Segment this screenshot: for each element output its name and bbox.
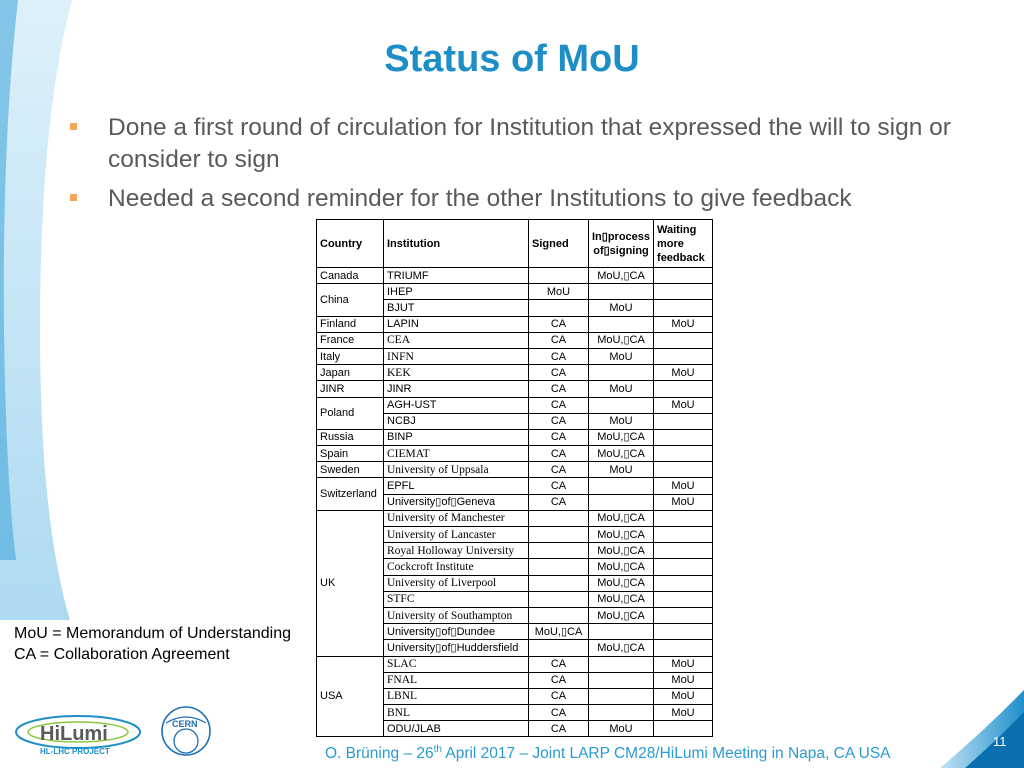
cell-in-process: MoU,▯CA (589, 591, 654, 607)
cell-signed (529, 640, 589, 656)
cell-signed (529, 510, 589, 526)
table-row (317, 348, 713, 364)
cell-in-process (589, 365, 654, 381)
cell-signed: CA (529, 429, 589, 445)
cell-institution: CEA (384, 332, 529, 348)
cell-in-process: MoU,▯CA (589, 559, 654, 575)
cell-institution: FNAL (384, 672, 529, 688)
bullet-item (70, 112, 970, 176)
footer-sup: th (433, 744, 442, 755)
table-row (317, 478, 713, 494)
header-in-process-line2: of▯signing (593, 244, 649, 257)
cell-institution: IHEP (384, 284, 529, 300)
cell-signed (529, 300, 589, 316)
mou-status-table (316, 219, 713, 737)
cell-signed: MoU,▯CA (529, 624, 589, 640)
cell-waiting (654, 413, 713, 429)
cell-in-process (589, 624, 654, 640)
cell-in-process: MoU (589, 381, 654, 397)
cell-institution: BJUT (384, 300, 529, 316)
table-header-row (317, 220, 713, 268)
cell-signed (529, 543, 589, 559)
table-row (317, 397, 713, 413)
cell-institution: BNL (384, 705, 529, 721)
cell-waiting (654, 721, 713, 737)
header-institution: Institution (384, 220, 529, 268)
header-waiting-line3: feedback (657, 251, 705, 264)
cell-waiting: MoU (654, 494, 713, 510)
cell-in-process: MoU,▯CA (589, 527, 654, 543)
cell-institution: University▯of▯Geneva (384, 494, 529, 510)
cell-waiting (654, 543, 713, 559)
cell-waiting (654, 640, 713, 656)
cell-signed (529, 527, 589, 543)
cell-in-process: MoU (589, 721, 654, 737)
cell-waiting (654, 575, 713, 591)
bullet-list (70, 112, 970, 222)
header-waiting-line2: more (657, 237, 684, 250)
header-signed: Signed (529, 220, 589, 268)
table-row (317, 268, 713, 284)
cell-waiting (654, 300, 713, 316)
cell-signed: CA (529, 397, 589, 413)
cell-in-process: MoU (589, 348, 654, 364)
cell-institution: Royal Holloway University (384, 543, 529, 559)
cell-in-process (589, 688, 654, 704)
table-row (317, 656, 713, 672)
table-row (317, 429, 713, 445)
cell-institution: JINR (384, 381, 529, 397)
cell-country: Canada (317, 268, 384, 284)
cell-waiting (654, 607, 713, 623)
cell-in-process: MoU,▯CA (589, 543, 654, 559)
cell-signed: CA (529, 494, 589, 510)
cell-in-process: MoU (589, 462, 654, 478)
cell-signed: CA (529, 348, 589, 364)
cell-institution: EPFL (384, 478, 529, 494)
cell-signed (529, 575, 589, 591)
cell-signed: CA (529, 332, 589, 348)
cell-in-process: MoU,▯CA (589, 446, 654, 462)
cell-waiting: MoU (654, 365, 713, 381)
page-number: 11 (993, 734, 1007, 749)
cell-institution: STFC (384, 591, 529, 607)
cell-institution: Cockcroft Institute (384, 559, 529, 575)
cell-waiting (654, 268, 713, 284)
cell-country: Switzerland (317, 478, 384, 510)
cell-in-process (589, 478, 654, 494)
cell-signed (529, 607, 589, 623)
footer-suffix: April 2017 – Joint LARP CM28/HiLumi Meeting in Napa, CA USA (441, 745, 891, 763)
slide-title: Status of MoU (384, 38, 640, 80)
cell-waiting (654, 591, 713, 607)
cell-institution: University of Lancaster (384, 527, 529, 543)
cell-institution: University▯of▯Huddersfield (384, 640, 529, 656)
table-row (317, 510, 713, 526)
cell-signed: CA (529, 316, 589, 332)
cern-logo-text: CERN (172, 719, 198, 729)
table-body (317, 268, 713, 737)
cell-institution: University▯of▯Dundee (384, 624, 529, 640)
bullet-text: Needed a second reminder for the other Institutions to give feedback (108, 185, 852, 212)
hilumi-logo-subtext: HL-LHC PROJECT (40, 747, 110, 756)
cell-country: France (317, 332, 384, 348)
cell-in-process: MoU,▯CA (589, 268, 654, 284)
cell-country: USA (317, 656, 384, 737)
table-row (317, 332, 713, 348)
legend-mou: MoU = Memorandum of Understanding (14, 625, 292, 642)
cell-in-process (589, 656, 654, 672)
cell-in-process: MoU,▯CA (589, 429, 654, 445)
cell-institution: LAPIN (384, 316, 529, 332)
cell-waiting (654, 527, 713, 543)
cell-institution: LBNL (384, 688, 529, 704)
bullet-marker-icon (70, 194, 77, 201)
cell-signed: MoU (529, 284, 589, 300)
cell-in-process (589, 705, 654, 721)
cell-signed: CA (529, 705, 589, 721)
cell-institution: SLAC (384, 656, 529, 672)
cell-waiting (654, 332, 713, 348)
cell-institution: ODU/JLAB (384, 721, 529, 737)
cell-waiting (654, 348, 713, 364)
table-row (317, 365, 713, 381)
cell-signed: CA (529, 478, 589, 494)
header-waiting (654, 220, 713, 268)
cell-in-process: MoU (589, 413, 654, 429)
cell-signed: CA (529, 672, 589, 688)
cell-institution: AGH-UST (384, 397, 529, 413)
cell-in-process: MoU,▯CA (589, 607, 654, 623)
header-in-process-line1: In▯process (592, 230, 651, 243)
cell-country: Sweden (317, 462, 384, 478)
cell-waiting: MoU (654, 316, 713, 332)
cell-institution: CIEMAT (384, 446, 529, 462)
cell-signed: CA (529, 413, 589, 429)
cell-country: China (317, 284, 384, 316)
cell-in-process (589, 397, 654, 413)
cell-waiting (654, 446, 713, 462)
cell-waiting: MoU (654, 705, 713, 721)
hilumi-logo-text: HiLumi (40, 723, 108, 745)
table-row (317, 446, 713, 462)
cell-signed: CA (529, 656, 589, 672)
cell-in-process: MoU (589, 300, 654, 316)
header-in-process (589, 220, 654, 268)
cell-waiting (654, 559, 713, 575)
footer-prefix: O. Brüning – 26 (325, 745, 434, 763)
cell-in-process: MoU,▯CA (589, 640, 654, 656)
legend (14, 623, 291, 665)
cell-country: Italy (317, 348, 384, 364)
cell-country: Finland (317, 316, 384, 332)
cell-country: JINR (317, 381, 384, 397)
cell-waiting (654, 381, 713, 397)
cell-signed: CA (529, 381, 589, 397)
cern-logo (160, 703, 212, 759)
bullet-marker-icon (70, 123, 77, 130)
cell-institution: University of Southampton (384, 607, 529, 623)
cell-country: UK (317, 510, 384, 656)
cell-country: Spain (317, 446, 384, 462)
bullet-item (70, 183, 970, 215)
cell-signed: CA (529, 446, 589, 462)
cell-country: Russia (317, 429, 384, 445)
cell-in-process (589, 316, 654, 332)
cell-institution: BINP (384, 429, 529, 445)
cell-institution: University of Uppsala (384, 462, 529, 478)
cell-waiting: MoU (654, 478, 713, 494)
cell-institution: University of Liverpool (384, 575, 529, 591)
cell-in-process: MoU,▯CA (589, 332, 654, 348)
header-waiting-line1: Waiting (657, 223, 697, 236)
cell-in-process: MoU,▯CA (589, 510, 654, 526)
legend-ca: CA = Collaboration Agreement (14, 646, 230, 663)
table-row (317, 462, 713, 478)
header-country: Country (317, 220, 384, 268)
bullet-text: Done a first round of circulation for Institution that expressed the will to sign or consider to sign (108, 114, 951, 173)
cell-institution: INFN (384, 348, 529, 364)
cell-waiting: MoU (654, 688, 713, 704)
cell-signed (529, 559, 589, 575)
table-row (317, 381, 713, 397)
cell-waiting: MoU (654, 672, 713, 688)
cell-country: Poland (317, 397, 384, 429)
cell-waiting (654, 462, 713, 478)
cell-signed: CA (529, 721, 589, 737)
cell-in-process: MoU,▯CA (589, 575, 654, 591)
cell-in-process (589, 284, 654, 300)
cell-country: Japan (317, 365, 384, 381)
cell-in-process (589, 494, 654, 510)
table-row (317, 284, 713, 300)
cell-waiting: MoU (654, 397, 713, 413)
cell-signed: CA (529, 365, 589, 381)
cell-institution: University of Manchester (384, 510, 529, 526)
cell-waiting: MoU (654, 656, 713, 672)
cell-institution: NCBJ (384, 413, 529, 429)
cell-signed (529, 268, 589, 284)
cell-signed: CA (529, 688, 589, 704)
cell-waiting (654, 284, 713, 300)
table-row (317, 316, 713, 332)
cell-waiting (654, 429, 713, 445)
cell-signed: CA (529, 462, 589, 478)
cell-institution: KEK (384, 365, 529, 381)
hilumi-logo (10, 710, 145, 760)
cell-signed (529, 591, 589, 607)
cell-waiting (654, 624, 713, 640)
cell-in-process (589, 672, 654, 688)
cell-waiting (654, 510, 713, 526)
cell-institution: TRIUMF (384, 268, 529, 284)
